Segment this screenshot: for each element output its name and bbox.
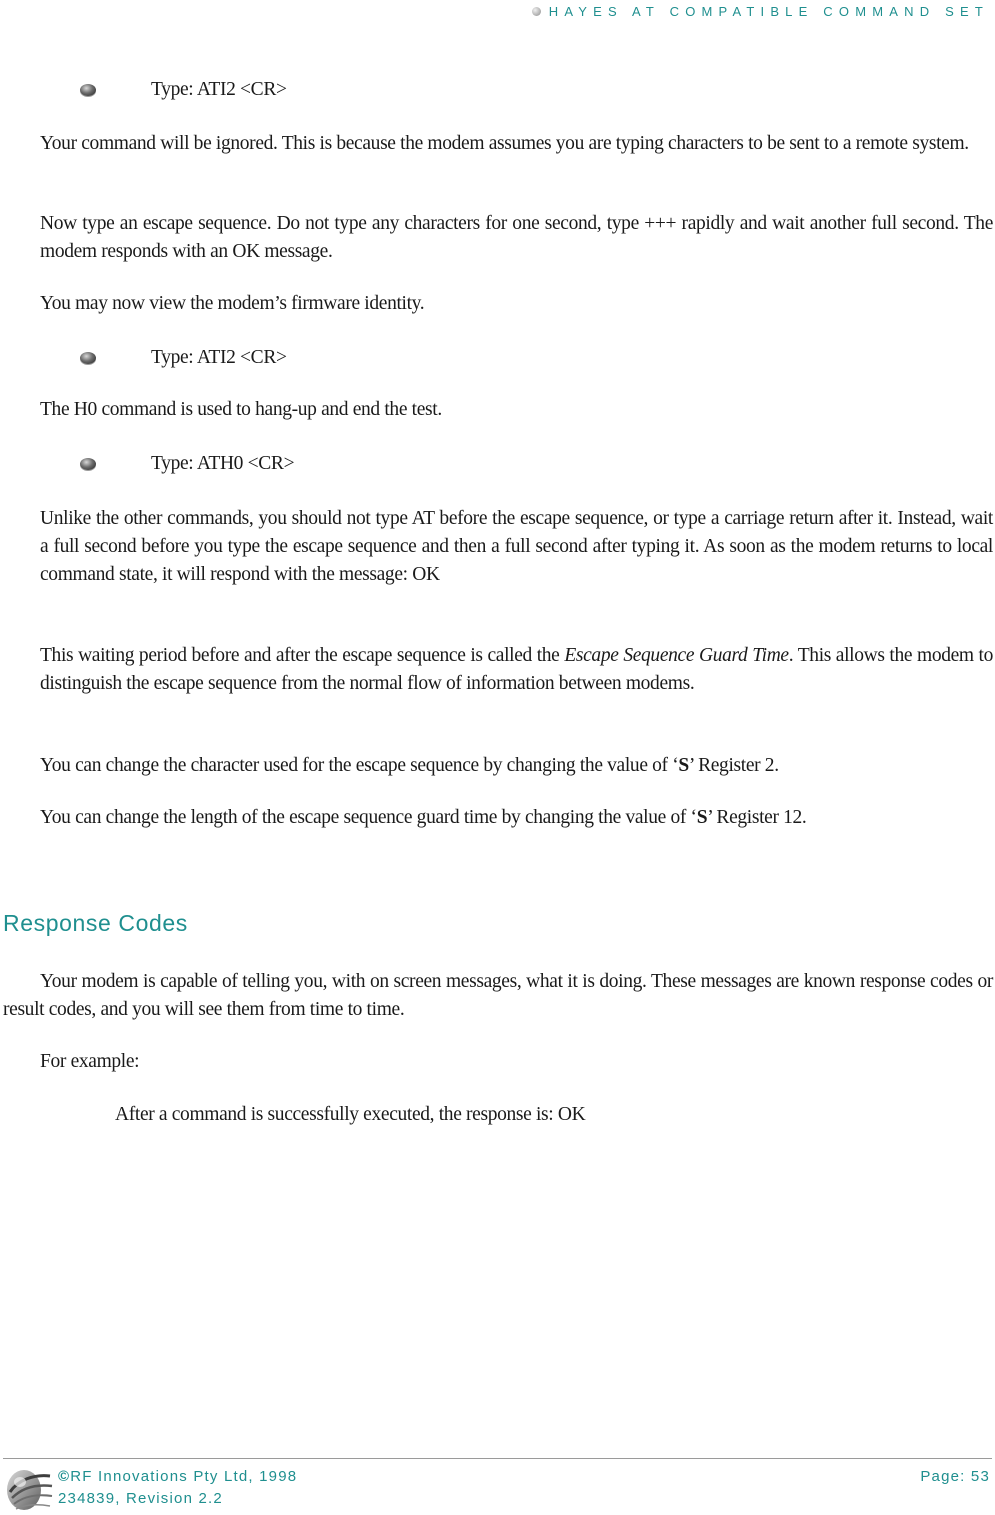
section-paragraph-2: For example: bbox=[40, 1051, 140, 1072]
paragraph-2: Now type an escape sequence. Do not type any characters for one second, type +++ rapidly and wait another full second. The modem responds with an OK message. bbox=[40, 213, 993, 262]
paragraph-1: Your command will be ignored. This is because the modem assumes you are typing characters to be sent to a remote system. bbox=[40, 133, 969, 154]
running-header bbox=[532, 0, 989, 22]
bullet-item-3 bbox=[80, 450, 294, 478]
paragraph-8-text: You can change the length of the escape sequence guard time by changing the value of ‘ bbox=[40, 807, 697, 828]
example-text: After a command is successfully executed, the response is: OK bbox=[115, 1104, 586, 1125]
company-logo-icon bbox=[4, 1462, 54, 1514]
bullet-text-3: Type: ATH0 <CR> bbox=[151, 453, 295, 474]
bullet-item-1 bbox=[80, 76, 287, 104]
paragraph-6 bbox=[40, 642, 993, 698]
section-heading: Response Codes bbox=[3, 910, 188, 936]
footer-divider bbox=[3, 1458, 992, 1459]
register-s-label: S bbox=[696, 807, 708, 828]
paragraph-5: Unlike the other commands, you should not type AT before the escape sequence, or type a carriage return after it. Instead, wait a full second before you type the escape sequence and then a full second after typing it. As soon as the modem returns to local command state, it will respond with the message: OK bbox=[40, 508, 993, 585]
page-footer bbox=[0, 1460, 995, 1515]
bullet-icon bbox=[80, 352, 96, 364]
bullet-text-1: Type: ATI2 <CR> bbox=[151, 79, 287, 100]
paragraph-8 bbox=[40, 804, 993, 832]
footer-left bbox=[58, 1466, 297, 1510]
header-title: HAYES AT COMPATIBLE COMMAND SET bbox=[548, 3, 989, 19]
bullet-text-2: Type: ATI2 <CR> bbox=[151, 347, 287, 368]
document-id: 234839, Revision 2.2 bbox=[58, 1490, 223, 1507]
paragraph-7-text: You can change the character used for the escape sequence by changing the value of ‘ bbox=[40, 755, 679, 776]
section-paragraph-1: Your modem is capable of telling you, with on screen messages, what it is doing. These messages are known response codes or result codes, and you will see them from time to time. bbox=[3, 971, 993, 1020]
bullet-icon bbox=[80, 458, 96, 470]
guard-time-term: Escape Sequence Guard Time bbox=[564, 645, 789, 666]
paragraph-8-text-cont: ’ Register 12. bbox=[707, 807, 807, 828]
paragraph-6-text-cont: . This allows the modem to distinguish the escape sequence from the normal flow of information between modems. bbox=[40, 645, 994, 694]
paragraph-3: You may now view the modem’s firmware identity. bbox=[40, 293, 425, 314]
copyright-symbol: © bbox=[58, 1468, 71, 1485]
paragraph-7 bbox=[40, 752, 993, 780]
bullet-icon bbox=[80, 84, 96, 96]
copyright-text: RF Innovations Pty Ltd, 1998 bbox=[70, 1468, 298, 1485]
paragraph-4: The H0 command is used to hang-up and end the test. bbox=[40, 399, 442, 420]
paragraph-6-text: This waiting period before and after the escape sequence is called the bbox=[40, 645, 565, 666]
bullet-item-2 bbox=[80, 344, 287, 372]
page-number: Page: 53 bbox=[920, 1468, 990, 1485]
copyright-line bbox=[58, 1466, 297, 1488]
register-s-label: S bbox=[678, 755, 689, 776]
paragraph-7-text-cont: ’ Register 2. bbox=[688, 755, 779, 776]
header-bullet-icon bbox=[532, 7, 541, 16]
